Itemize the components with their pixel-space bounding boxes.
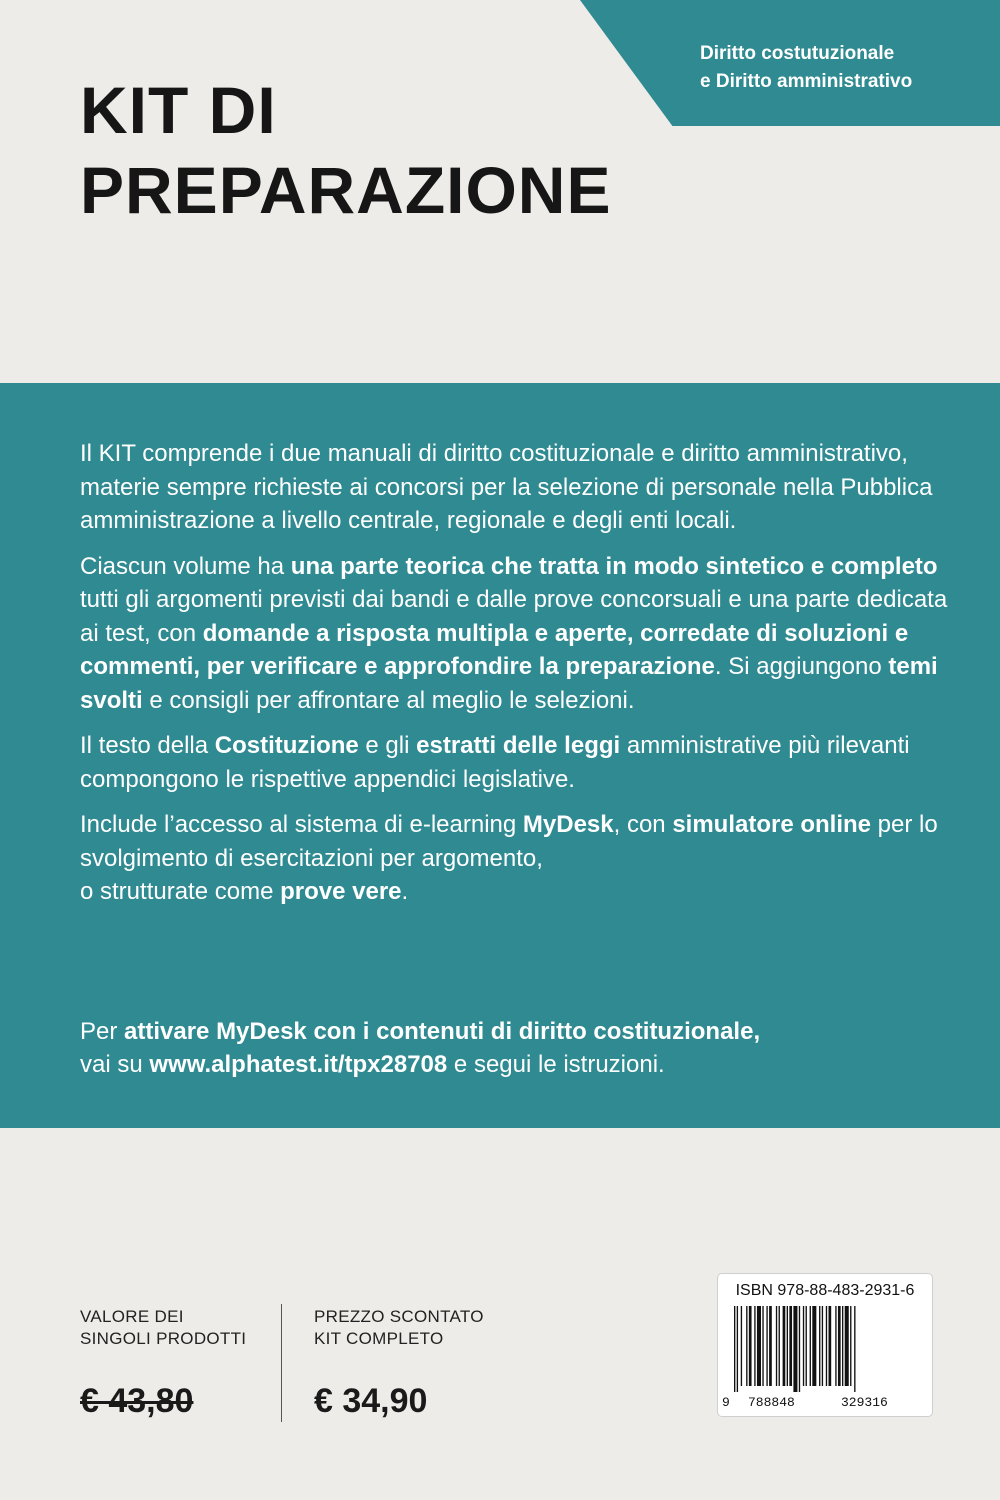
original-price: € 43,80: [80, 1382, 194, 1420]
paragraph-4: [80, 808, 950, 909]
price-divider: [281, 1304, 282, 1422]
paragraph-1: Il KIT comprende i due manuali di diritto costituzionale e diritto amministrativo, materie sempre richieste ai concorsi per la selezione di personale nella Pubblica amministrazione a livello centrale, regionale e degli enti locali.: [80, 440, 933, 534]
text: e gli: [358, 732, 417, 759]
text: e consigli per affrontare al meglio le selezioni.: [142, 686, 635, 714]
text: . Si aggiungono: [714, 653, 889, 680]
text: amministrative più rilevanti compongono le rispettive appendici legislative.: [80, 732, 910, 793]
text: o strutturate come: [80, 878, 281, 905]
cta-line-2: [80, 1048, 950, 1081]
single-products-label: [80, 1306, 246, 1350]
mydesk-activation: [80, 1015, 950, 1081]
text: e segui le istruzioni.: [447, 1051, 665, 1078]
activation-link[interactable]: www.alphatest.it/tpx28708: [149, 1051, 448, 1078]
barcode-digits-right: 329316: [841, 1395, 888, 1410]
barcode-digits-left: 788848: [748, 1395, 795, 1410]
series-line-2: e Diritto amministrativo: [700, 71, 913, 92]
text: Include l’accesso al sistema di e-learning: [80, 811, 523, 838]
barcode-icon: [728, 1306, 922, 1394]
bold-text: MyDesk: [522, 811, 614, 838]
description-text: [80, 437, 950, 921]
text: .: [401, 878, 409, 905]
isbn-number: ISBN 978-88-483-2931-6: [735, 1282, 915, 1299]
label-line-1: PREZZO SCONTATO: [314, 1307, 484, 1326]
paragraph-2: [80, 550, 950, 718]
isbn-barcode: [717, 1273, 933, 1417]
label-line-2: SINGOLI PRODOTTI: [80, 1329, 247, 1348]
bold-text: Costituzione: [214, 732, 359, 759]
bold-text: estratti delle leggi: [416, 732, 621, 759]
text: tutti gli argomenti previsti dai bandi e dalle prove concorsuali e una parte dedicata ai test, con: [80, 586, 948, 647]
kit-price-label: [314, 1306, 484, 1350]
text: Il testo della: [80, 732, 215, 759]
paragraph-3: [80, 729, 950, 796]
title-line-2: PREPARAZIONE: [80, 153, 612, 227]
text: vai su: [80, 1051, 150, 1078]
bold-text: una parte teorica che tratta in modo sintetico e completo: [290, 552, 938, 580]
discounted-price: € 34,90: [314, 1382, 428, 1420]
text: Ciascun volume ha: [80, 552, 291, 580]
series-line-1: Diritto costutuzionale: [700, 43, 895, 64]
title-line-1: KIT DI: [80, 73, 277, 147]
label-line-1: VALORE DEI: [80, 1307, 184, 1326]
text: Per: [80, 1018, 125, 1045]
text: per lo svolgimento di esercitazioni per argomento,: [80, 811, 938, 872]
bold-text: temi svolti: [80, 653, 938, 714]
series-tag: [700, 40, 912, 96]
bold-text: prove vere: [280, 878, 402, 905]
label-line-2: KIT COMPLETO: [314, 1329, 444, 1348]
bold-text: attivare MyDesk con i contenuti di diritto costituzionale,: [124, 1018, 761, 1045]
text: , con: [613, 811, 673, 838]
bold-text: simulatore online: [672, 811, 872, 838]
bold-text: domande a risposta multipla e aperte, corredate di soluzioni e commenti, per verificare e approfondire la preparazione: [80, 619, 909, 680]
barcode-digit-first: 9: [722, 1395, 730, 1410]
cta-line-1: [80, 1015, 950, 1048]
page-title: [80, 70, 612, 230]
